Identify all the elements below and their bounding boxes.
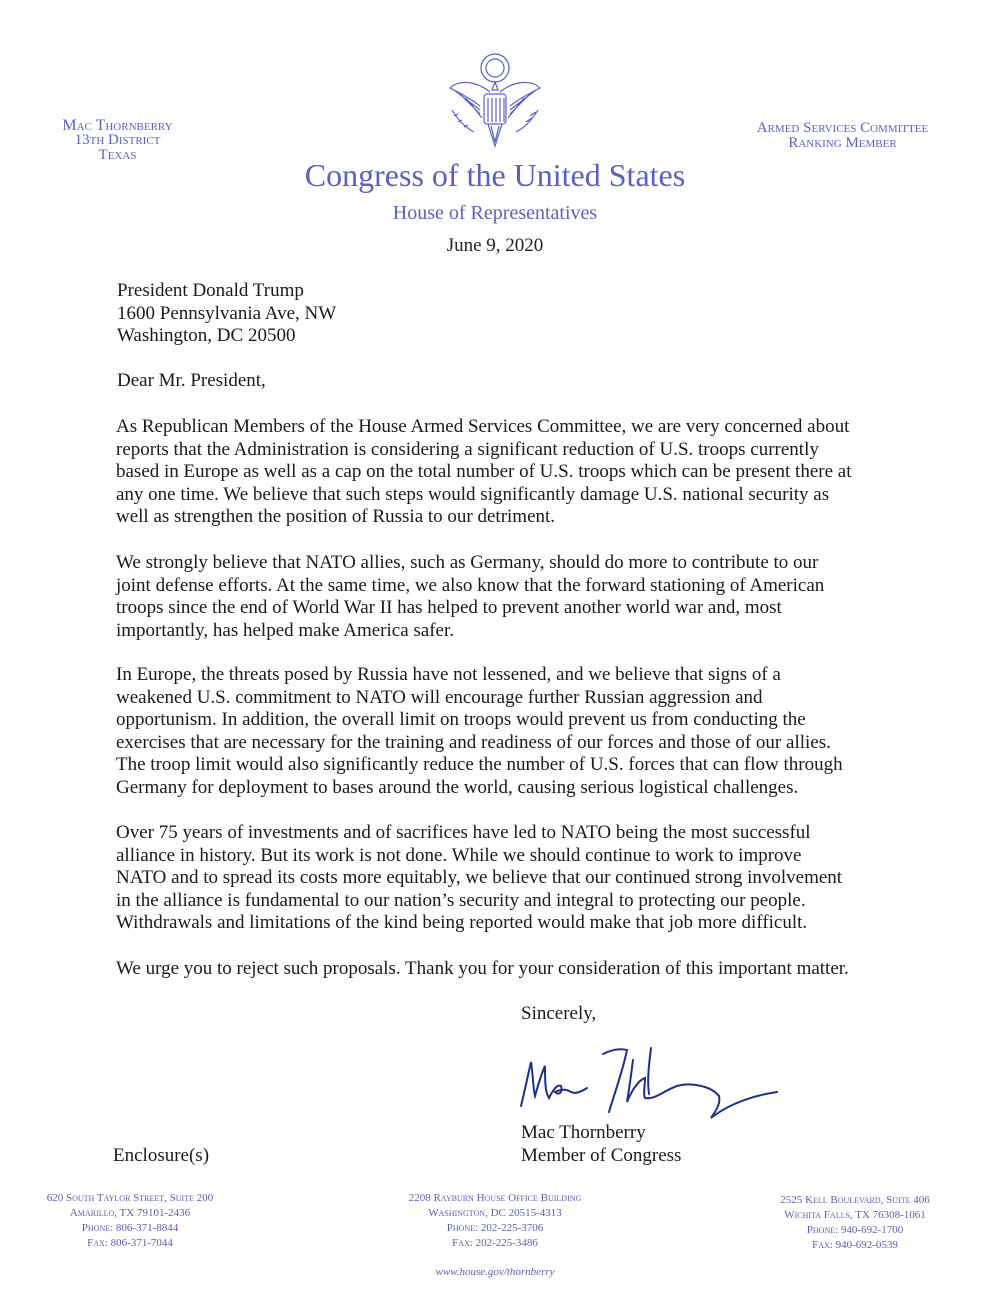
footer-line: Phone: 940-692-1700 bbox=[806, 1224, 904, 1236]
signer-name: Mac Thornberry bbox=[521, 1122, 646, 1143]
footer-website-link[interactable]: www.house.gov/thornberry bbox=[435, 1266, 555, 1278]
footer-line: 2525 Kell Boulevard, Suite 406 bbox=[780, 1194, 930, 1206]
text-line: Withdrawals and limitations of the kind being reported would make that job more difficult. bbox=[116, 912, 808, 933]
text-line: joint defense efforts. At the same time, we also know that the forward stationing of American bbox=[116, 574, 825, 596]
address-line: 1600 Pennsylvania Ave, NW bbox=[117, 302, 337, 324]
text-line: reports that the Administration is considering a significant reduction of U.S. troops currently bbox=[116, 438, 819, 460]
text-line: in the alliance is fundamental to our nation’s security and integral to protecting our people. bbox=[116, 889, 806, 911]
enclosure-note: Enclosure(s) bbox=[113, 1145, 210, 1166]
footer-line: Phone: 202-225-3706 bbox=[446, 1222, 544, 1234]
committee-info bbox=[735, 121, 950, 151]
committee-role: Ranking Member bbox=[788, 135, 897, 151]
footer-line: Phone: 806-371-8844 bbox=[81, 1222, 179, 1234]
signature-block bbox=[521, 1122, 681, 1167]
state: Texas bbox=[98, 147, 137, 163]
paragraph-4 bbox=[116, 822, 842, 935]
text-line: The troop limit would also significantly reduce the number of U.S. forces that can flow through bbox=[116, 754, 843, 775]
text-line: Over 75 years of investments and of sacrifices have led to NATO being the most successful bbox=[116, 822, 811, 843]
paragraph-1 bbox=[116, 416, 852, 529]
footer-office-amarillo bbox=[20, 1191, 240, 1251]
footer-line: Washington, DC 20515-4313 bbox=[428, 1207, 562, 1219]
footer-line: Wichita Falls, TX 76308-1061 bbox=[784, 1209, 926, 1221]
footer-line: 620 South Taylor Street, Suite 200 bbox=[46, 1192, 214, 1204]
district: 13th District bbox=[74, 132, 161, 148]
letterhead-subtitle: House of Representatives bbox=[392, 202, 598, 224]
text-line: We urge you to reject such proposals. Thank you for your consideration of this important matter. bbox=[116, 958, 849, 979]
text-line: In Europe, the threats posed by Russia have not lessened, and we believe that signs of a bbox=[116, 664, 781, 685]
footer-line: 2208 Rayburn House Office Building bbox=[408, 1192, 582, 1204]
text-line: weakened U.S. commitment to NATO will encourage further Russian aggression and bbox=[116, 686, 763, 708]
footer-line: Fax: 202-225-3486 bbox=[452, 1237, 538, 1249]
great-seal-icon bbox=[440, 50, 550, 150]
letterhead-title: Congress of the United States bbox=[304, 157, 686, 193]
text-line: troops since the end of World War II has helped to prevent another world war and, most bbox=[116, 597, 782, 618]
signer-title: Member of Congress bbox=[521, 1144, 682, 1166]
handwritten-signature bbox=[515, 1040, 785, 1125]
text-line: importantly, has helped make America safer. bbox=[116, 619, 455, 641]
text-line: well as strengthen the position of Russia to our detriment. bbox=[116, 506, 556, 527]
text-line: Germany for deployment to bases around the world, causing serious logistical challenges. bbox=[116, 776, 799, 798]
text-line: any one time. We believe that such steps would significantly damage U.S. national security as bbox=[116, 483, 830, 505]
salutation: Dear Mr. President, bbox=[117, 370, 266, 391]
letter-date: June 9, 2020 bbox=[446, 235, 544, 256]
footer-line: Fax: 806-371-7044 bbox=[87, 1237, 173, 1249]
committee-name: Armed Services Committee bbox=[756, 120, 929, 136]
text-line: As Republican Members of the House Armed Services Committee, we are very concerned about bbox=[116, 416, 850, 437]
recipient-address bbox=[117, 280, 336, 348]
paragraph-2 bbox=[116, 552, 824, 642]
text-line: based in Europe as well as a cap on the total number of U.S. troops which can be present there at bbox=[116, 461, 852, 482]
closing: Sincerely, bbox=[521, 1003, 597, 1024]
text-line: opportunism. In addition, the overall limit on troops would prevent us from conducting the bbox=[116, 709, 806, 730]
member-name: Mac Thornberry bbox=[62, 117, 173, 134]
paragraph-5 bbox=[116, 958, 849, 981]
paragraph-3 bbox=[116, 664, 843, 799]
footer-office-wichita-falls bbox=[745, 1193, 965, 1253]
text-line: exercises that are necessary for the training and readiness of our forces and those of our allies. bbox=[116, 731, 831, 753]
footer-line: Fax: 940-692-0539 bbox=[812, 1239, 898, 1251]
footer-line: Amarillo, TX 79101-2436 bbox=[69, 1207, 191, 1219]
address-line: Washington, DC 20500 bbox=[117, 325, 296, 346]
text-line: We strongly believe that NATO allies, such as Germany, should do more to contribute to our bbox=[116, 552, 819, 573]
text-line: NATO and to spread its costs more equitably, we believe that our continued strong involvement bbox=[116, 867, 843, 888]
address-line: President Donald Trump bbox=[117, 280, 304, 301]
footer-office-washington bbox=[375, 1191, 615, 1251]
text-line: alliance in history. But its work is not done. While we should continue to work to improve bbox=[116, 844, 802, 866]
